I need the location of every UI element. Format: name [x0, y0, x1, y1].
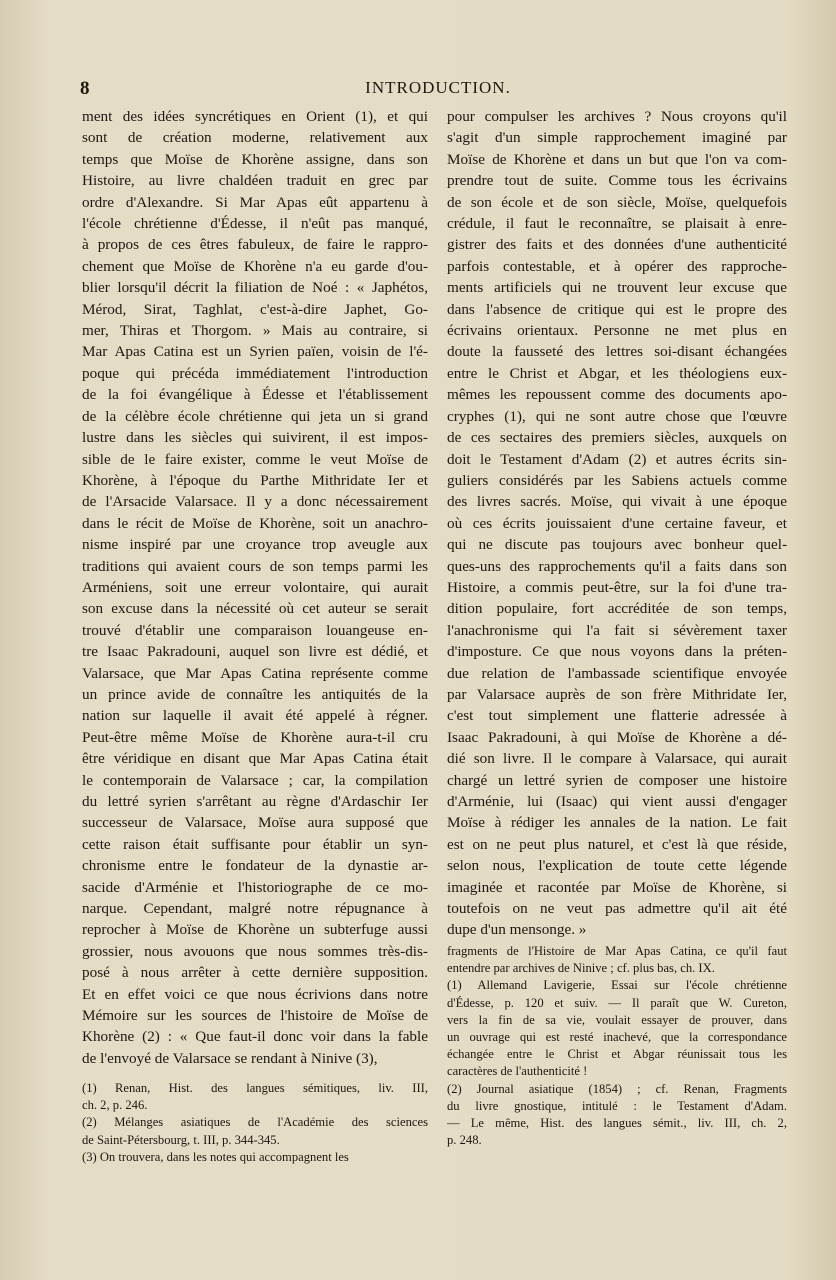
text-line: due relation de l'ambassade scientifique envoyée — [447, 664, 787, 682]
text-line: de la foi évangélique à Édesse et l'établissement — [82, 386, 428, 404]
text-line: être véridique en disant que Mar Apas Catina était — [82, 750, 428, 768]
footnotes-right — [447, 943, 787, 1149]
right-text-column — [447, 106, 787, 941]
text-line: guliers considérés par les Sabiens actuels comme — [447, 471, 787, 489]
text-line: sont de création moderne, relativement aux — [82, 129, 428, 147]
footnote-line: (3) On trouvera, dans les notes qui accompagnent les — [82, 1149, 349, 1164]
text-line: d'imposture. Ce que nous voyons dans la préten- — [447, 643, 787, 661]
text-line: chement que Moïse de Khorène n'a eu garde d'ou- — [82, 257, 428, 275]
footnote-line: ch. 2, p. 246. — [82, 1098, 148, 1113]
text-line: dans l'absence de critique qui est le propre des — [447, 300, 787, 318]
text-line: Mar Apas Catina est un Syrien païen, voisin de l'é- — [82, 343, 428, 361]
text-line: le contemporain de Valarsace ; car, la compilation — [82, 771, 428, 789]
page-number: 8 — [80, 78, 90, 99]
text-line: chronisme entre le fondateur de la dynastie ar- — [82, 857, 428, 875]
footnote-line: du livre gnostique, intitulé : le Testament d'Adam. — [447, 1098, 787, 1113]
footnote-line: caractères de l'authenticité ! — [447, 1064, 588, 1079]
text-line: Valarsace, que Mar Apas Catina représente comme — [82, 664, 428, 682]
text-line: son excuse dans la nécessité où cet auteur se serait — [82, 600, 428, 618]
text-line: poque qui précéda immédiatement l'introduction — [82, 364, 428, 382]
text-line: Peut-être même Moïse de Khorène aura-t-il cru — [82, 728, 428, 746]
text-line: est on ne peut plus naturel, et c'est là que réside, — [447, 835, 787, 853]
text-line: doute la fausseté des lettres soi-disant échangées — [447, 343, 787, 361]
text-line: pour compulser les archives ? Nous croyons qu'il — [447, 108, 787, 125]
footnote-line: — Le même, Hist. des langues sémit., liv. III, ch. 2, — [447, 1116, 787, 1131]
text-line: dans le récit de Moïse de Khorène, soit un anachro- — [82, 514, 428, 532]
text-line: mêmes les repoussent comme des documents apo- — [447, 386, 787, 404]
text-line: l'école chrétienne d'Édesse, il n'eût pas manqué, — [82, 215, 428, 233]
text-line: temps que Moïse de Khorène assigne, dans son — [82, 150, 428, 168]
text-line: chargé un lettré syrien de composer une histoire — [447, 771, 787, 789]
text-line: ment des idées syncrétiques en Orient (1), et qui — [82, 108, 428, 125]
footnote-line: vers la fin de sa vie, voulait essayer de prouver, dans — [447, 1012, 787, 1027]
text-line: où ces écrits jouissaient d'une certaine faveur, et — [447, 514, 787, 532]
text-line: Isaac Pakradouni, à qui Moïse de Khorène a dé- — [447, 728, 787, 746]
text-line: grossier, nous avouons que nous sommes très-dis- — [82, 942, 428, 960]
text-line: selon nous, l'explication de toute cette légende — [447, 857, 787, 875]
text-line: Mérod, Sirat, Taghlat, c'est-à-dire Japhet, Go- — [82, 300, 428, 318]
text-line: de la célèbre école chrétienne qui jeta un si grand — [82, 407, 428, 425]
text-line: sacide d'Arménie et l'historiographe de ce mo- — [82, 878, 428, 896]
text-line: Moïse de Khorène et dans un but que l'on va com- — [447, 150, 787, 168]
footnote-line: p. 248. — [447, 1133, 482, 1148]
text-line: dupe d'un mensonge. » — [447, 921, 587, 939]
text-line: reprocher à Moïse de Khorène un subterfuge aussi — [82, 921, 428, 939]
footnote-line: de Saint-Pétersbourg, t. III, p. 344-345. — [82, 1132, 280, 1147]
text-line: entre le Christ et Abgar, et les théologiens eux- — [447, 364, 787, 382]
footnote-line: un ouvrage qui est resté inachevé, que la correspondance — [447, 1030, 787, 1045]
text-line: des livres sacrés. Moïse, qui vivait à une époque — [447, 493, 787, 511]
text-line: gistrer des faits et des données d'une authenticité — [447, 236, 787, 254]
text-line: prendre tout de suite. Comme tous les écrivains — [447, 172, 787, 190]
text-line: Moïse à rédiger les annales de la nation. Le fait — [447, 814, 787, 832]
text-line: l'anachronisme qui l'a fait si sévèrement taxer — [447, 621, 787, 639]
left-text-column — [82, 106, 428, 1069]
text-line: écrivains orientaux. Personne ne met plus en — [447, 322, 787, 340]
text-line: sible de le faire exister, comme le veut Moïse de — [82, 450, 428, 468]
footnote-line: (1) Allemand Lavigerie, Essai sur l'école chrétienne — [447, 978, 787, 993]
text-line: narque. Cependant, malgré notre répugnance à — [82, 900, 428, 918]
text-line: dié son livre. Il le compare à Valarsace, qui aurait — [447, 750, 787, 768]
text-line: d'Arménie, lui (Isaac) qui vient aussi d'engager — [447, 793, 787, 810]
text-line: Histoire, a commis peut-être, sur la foi d'une tra- — [447, 578, 787, 596]
text-line: ments artificiels qui ne trouvent leur excuse que — [447, 279, 787, 297]
footnote-line: échangée entre le Christ et Abgar réunissait tous les — [447, 1047, 787, 1062]
text-line: de l'Arsacide Valarsace. Il y a donc nécessairement — [82, 493, 428, 511]
text-line: Histoire, au livre chaldéen traduit en grec par — [82, 172, 428, 190]
text-line: Mémoire sur les sources de l'histoire de Moïse de — [82, 1007, 428, 1025]
text-line: qui ne discute pas toujours avec bonheur quel- — [447, 536, 787, 554]
text-line: Et en effet voici ce que nous écrivions dans notre — [82, 985, 428, 1003]
text-line: Arméniens, soit une erreur volontaire, qui aurait — [82, 578, 428, 596]
text-line: imaginée et racontée par Moïse de Khorène, si — [447, 878, 787, 896]
text-line: blier lorsqu'il décrit la filiation de Noé : « Japhétos, — [82, 279, 428, 297]
text-line: parfois contestable, et à opérer des rapproche- — [447, 257, 787, 275]
text-line: lustre dans les siècles qui suivirent, il est impos- — [82, 429, 428, 447]
text-line: nation sur laquelle il avait été appelé à régner. — [82, 707, 428, 725]
text-line: un prince avide de connaître les antiquités de la — [82, 685, 428, 703]
text-line: toutefois on ne veut pas admettre qu'il ait été — [447, 900, 787, 918]
text-line: Khorène (2) : « Que faut-il donc voir dans la fable — [82, 1028, 428, 1046]
text-line: de l'envoyé de Valarsace se rendant à Ninive (3), — [82, 1049, 378, 1067]
footnote-line: (1) Renan, Hist. des langues sémitiques, liv. III, — [82, 1081, 428, 1095]
text-line: ordre d'Alexandre. Si Mar Apas eût appartenu à — [82, 193, 428, 211]
text-line: par Valarsace auprès de son frère Mithridate Ier, — [447, 685, 787, 703]
running-head: INTRODUCTION. — [365, 78, 511, 97]
text-line: traditions qui avaient cours de son temps parmi les — [82, 557, 428, 575]
text-line: trouvé d'établir une comparaison louangeuse en- — [82, 621, 428, 639]
text-line: c'est tout simplement une flatterie adressée à — [447, 707, 787, 725]
text-line: dition populaire, fort accréditée de son temps, — [447, 600, 787, 618]
text-line: du lettré syrien s'arrêtant au règne d'Ardaschir Ier — [82, 793, 428, 810]
text-line: de son école et de son siècle, Moïse, quelquefois — [447, 193, 787, 211]
text-line: s'agit d'un simple rapprochement imaginé par — [447, 129, 787, 147]
text-line: successeur de Valarsace, Moïse aura supposé que — [82, 814, 428, 832]
text-line: doit le Testament d'Adam (2) et autres écrits sin- — [447, 450, 787, 468]
text-line: posé à nous arrêter à cette dernière supposition. — [82, 964, 428, 982]
text-line: cryphes (1), qui ne sont autre chose que l'œuvre — [447, 407, 787, 425]
footnotes-left — [82, 1080, 428, 1166]
text-line: de ces sectaires des premiers siècles, auxquels on — [447, 429, 787, 447]
text-line: tre Isaac Pakradouni, auquel son livre est dédié, et — [82, 643, 428, 661]
text-line: nisme inspiré par une croyance trop aveugle aux — [82, 536, 428, 554]
page-header — [80, 76, 796, 102]
footnote-line: fragments de l'Histoire de Mar Apas Catina, ce qu'il faut — [447, 944, 787, 958]
footnote-line: entendre par archives de Ninive ; cf. plus bas, ch. IX. — [447, 961, 715, 976]
footnote-line: (2) Journal asiatique (1854) ; cf. Renan, Fragments — [447, 1081, 787, 1096]
footnote-line: (2) Mélanges asiatiques de l'Académie des sciences — [82, 1115, 428, 1130]
text-line: mer, Thiras et Thorgom. » Mais au contraire, si — [82, 322, 428, 340]
text-line: ques-uns des rapprochements qu'il a faits dans son — [447, 557, 787, 575]
text-line: crédule, il faut le reconnaître, se plaisait à enre- — [447, 215, 787, 233]
footnote-line: d'Édesse, p. 120 et suiv. — Il paraît que W. Cureton, — [447, 995, 787, 1010]
text-line: Khorène, à l'époque du Parthe Mithridate Ier et — [82, 471, 428, 489]
text-line: cette raison était suffisante pour établir un syn- — [82, 835, 428, 853]
text-line: à propos de ces êtres fabuleux, de faire le rappro- — [82, 236, 428, 254]
